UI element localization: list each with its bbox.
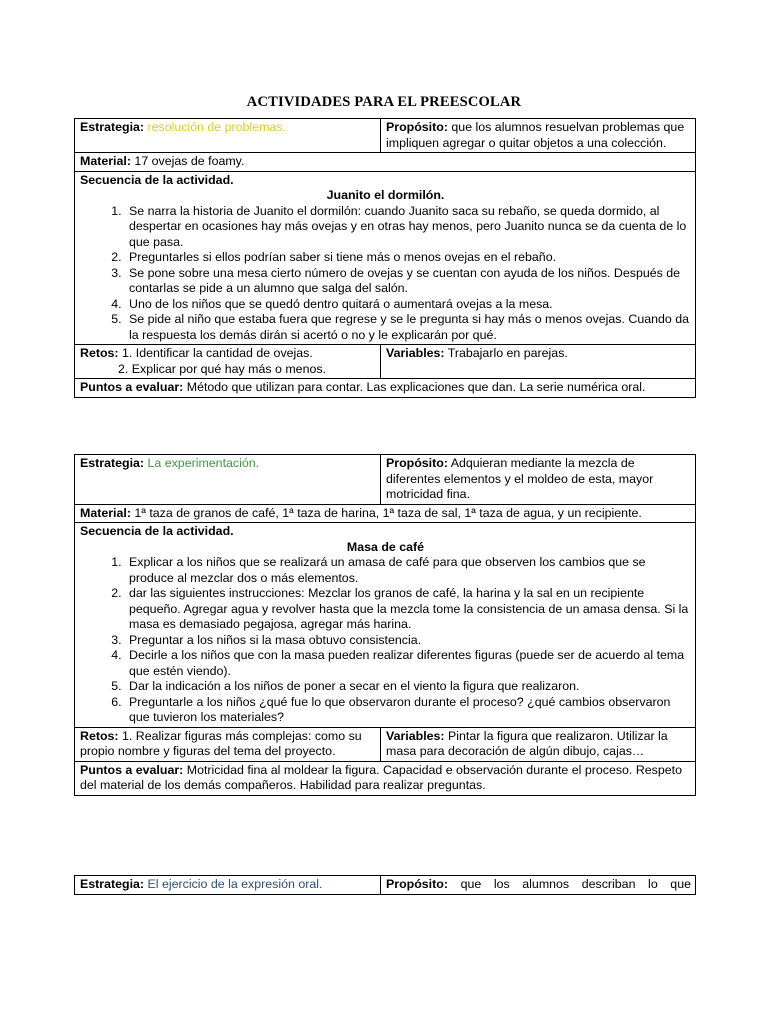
proposito-value: que los alumnos describan lo que bbox=[460, 877, 691, 891]
secuencia-cell bbox=[75, 171, 696, 345]
puntos-cell bbox=[75, 761, 696, 795]
material-label: Material: bbox=[80, 154, 131, 168]
estrategia-label: Estrategia: bbox=[80, 120, 145, 134]
steps-list bbox=[80, 555, 691, 726]
variables-label: Variables: bbox=[386, 728, 445, 743]
step-item: 6. Preguntarle a los niños ¿qué fue lo que observaron durante el proceso? ¿qué cambios observaron que tuvieron los materiales? bbox=[125, 695, 691, 726]
step-item: 3. Preguntar a los niños si la masa obtuvo consistencia. bbox=[125, 633, 691, 649]
step-item: 2. dar las siguientes instrucciones: Mezclar los granos de café, la harina y la sal en un recipiente pequeño. Agregar agua y revolver hasta que la mezcla tome la consistencia de un amasa densa. Si la masa es demasiado pegajosa, agregar más harina. bbox=[125, 586, 691, 633]
puntos-value: Método que utilizan para contar. Las explicaciones que dan. La serie numérica oral. bbox=[186, 380, 646, 394]
estrategia-cell bbox=[75, 876, 381, 895]
activity-table-1 bbox=[74, 118, 696, 398]
secuencia-label: Secuencia de la actividad. bbox=[80, 524, 234, 538]
secuencia-cell bbox=[75, 523, 696, 728]
proposito-label: Propósito: bbox=[386, 877, 448, 891]
activity-table-2 bbox=[74, 454, 696, 796]
secuencia-label: Secuencia de la actividad. bbox=[80, 172, 234, 187]
puntos-value: Motricidad fina al moldear la figura. Capacidad e observación durante el proceso. Respeto del material de los demás compañeros. Habilidad para realizar preguntas. bbox=[80, 762, 682, 792]
retos-value-2: 2. Explicar por qué hay más o menos. bbox=[118, 361, 326, 376]
variables-value: Trabajarlo en parejas. bbox=[447, 346, 568, 360]
proposito-cell bbox=[381, 119, 696, 153]
step-item: 4. Decirle a los niños que con la masa pueden realizar diferentes figuras (puede ser de acuerdo al tema que estén viendo). bbox=[125, 648, 691, 679]
step-item: 5. Dar la indicación a los niños de poner a secar en el viento la figura que realizaron. bbox=[125, 679, 691, 695]
retos-label: Retos: bbox=[80, 346, 119, 360]
page-title: ACTIVIDADES PARA EL PREESCOLAR bbox=[246, 94, 522, 110]
puntos-cell bbox=[75, 379, 696, 398]
material-cell bbox=[75, 153, 696, 172]
material-value: 1ª taza de granos de café, 1ª taza de harina, 1ª taza de sal, 1ª taza de agua, y un recipiente. bbox=[134, 505, 642, 520]
estrategia-cell bbox=[75, 119, 381, 153]
material-value: 17 ovejas de foamy. bbox=[134, 154, 245, 168]
step-item: 1. Se narra la historia de Juanito el dormilón: cuando Juanito saca su rebaño, se queda dormido, al despertar en ocasiones hay más ovejas y en otras hay menos, pero Juanito nunca se da cuenta de lo que pasa. bbox=[125, 204, 691, 251]
estrategia-value: resolución de problemas. bbox=[147, 120, 286, 134]
steps-list bbox=[80, 204, 691, 344]
retos-value-1: 1. Realizar figuras más complejas: como su propio nombre y figuras del tema del proyecto. bbox=[80, 728, 362, 758]
proposito-value: Adquieran mediante la mezcla de diferentes elementos y el moldeo de esta, mayor motricidad fina. bbox=[386, 456, 654, 501]
retos-label: Retos: bbox=[80, 728, 119, 743]
puntos-label: Puntos a evaluar: bbox=[80, 762, 184, 777]
puntos-label: Puntos a evaluar: bbox=[80, 380, 184, 394]
material-label: Material: bbox=[80, 505, 131, 520]
variables-label: Variables: bbox=[386, 346, 445, 360]
step-item: 4. Uno de los niños que se quedó dentro quitará o aumentará ovejas a la mesa. bbox=[125, 297, 691, 313]
step-item: 5. Se pide al niño que estaba fuera que regrese y se le pregunta si hay más o menos ovejas. Cuando da la respuesta los demás dirán si acertó o no y le explicarán por qué. bbox=[125, 312, 691, 343]
proposito-cell bbox=[381, 455, 696, 505]
retos-cell bbox=[75, 345, 381, 379]
variables-value: Pintar la figura que realizaron. Utilizar la masa para decoración de algún dibujo, cajas… bbox=[386, 728, 668, 758]
retos-value-1: 1. Identificar la cantidad de ovejas. bbox=[122, 346, 313, 360]
estrategia-value: El ejercicio de la expresión oral. bbox=[147, 877, 323, 891]
step-item: 3. Se pone sobre una mesa cierto número de ovejas y se cuentan con ayuda de los niños. Después de contarlas se pide a un alumno que salga del salón. bbox=[125, 266, 691, 297]
step-item: 1. Explicar a los niños que se realizará un amasa de café para que observen los cambios que se produce al mezclar dos o más elementos. bbox=[125, 555, 691, 586]
estrategia-value: La experimentación. bbox=[147, 456, 260, 470]
retos-cell bbox=[75, 727, 381, 761]
estrategia-cell bbox=[75, 455, 381, 505]
proposito-cell bbox=[381, 876, 696, 895]
step-item: 2. Preguntarles si ellos podrían saber si tiene más o menos ovejas en el rebaño. bbox=[125, 250, 691, 266]
activity-title: Masa de café bbox=[346, 539, 425, 554]
activity-title: Juanito el dormilón. bbox=[326, 188, 445, 202]
activity-table-3 bbox=[74, 875, 696, 895]
proposito-label: Propósito: bbox=[386, 120, 448, 134]
proposito-label: Propósito: bbox=[386, 456, 448, 470]
estrategia-label: Estrategia: bbox=[80, 456, 145, 470]
material-cell bbox=[75, 504, 696, 523]
proposito-value: que los alumnos resuelvan problemas que impliquen agregar o quitar objetos a una colección. bbox=[386, 120, 685, 150]
estrategia-label: Estrategia: bbox=[80, 877, 145, 891]
variables-cell bbox=[381, 345, 696, 379]
variables-cell bbox=[381, 727, 696, 761]
